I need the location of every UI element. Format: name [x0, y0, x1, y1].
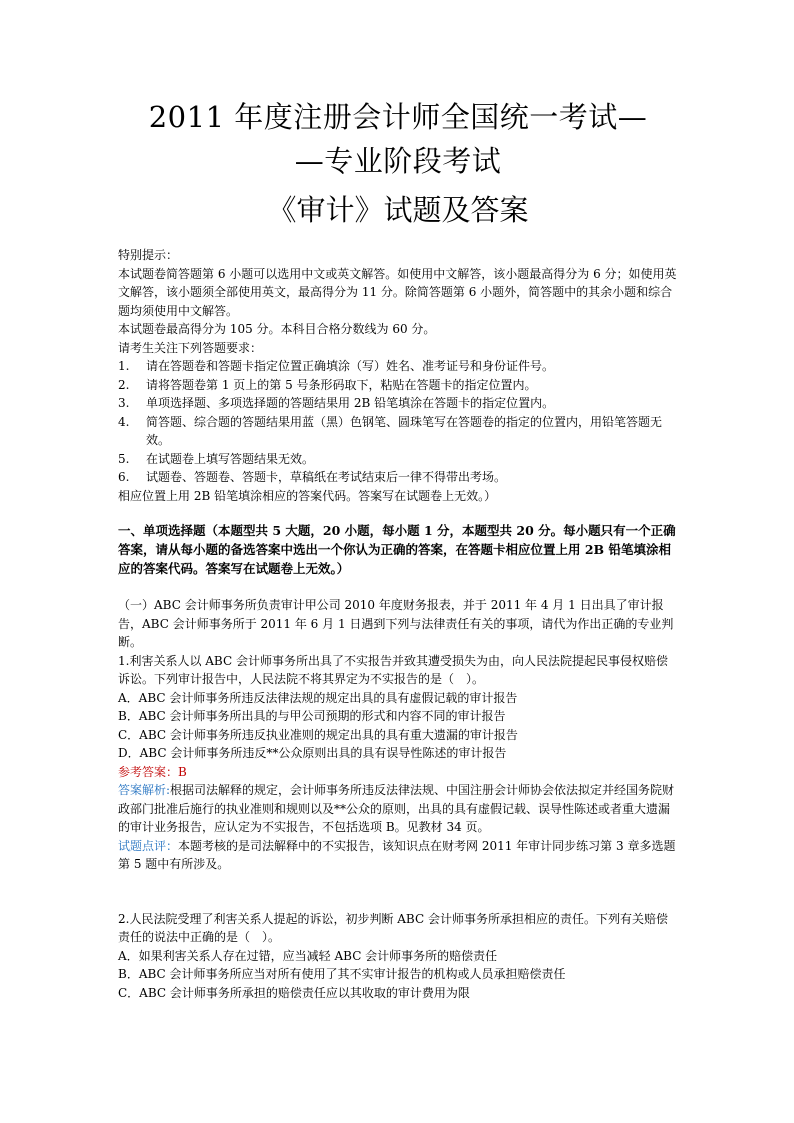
notice-paragraph-4: 相应位置上用 2B 铅笔填涂相应的答案代码。答案写在试题卷上无效。） [118, 488, 497, 503]
question-1-option-d: D．ABC 会计师事务所违反**公众原则出具的具有误导性陈述的审计报告 [118, 746, 507, 760]
list-item: 4. 简答题、综合题的答题结果用蓝（黑）色钢笔、圆珠笔写在答题卷的指定的位置内，用铅笔答题无效。 [118, 414, 663, 447]
document-page [118, 95, 678, 1002]
question-group-1 [118, 596, 678, 1002]
answer-analysis-text: 根据司法解释的规定，会计师事务所违反法律法规、中国注册会计师协会依法拟定并经国务院财政部门批准后施行的执业准则和规则以及**公众的原则，出具的具有虚假记载、误导性陈述或者重大遗漏的审计业务报告，应认定为不实报告，不包括选项 B。见教材 34 页。 [118, 783, 675, 834]
question-1-option-b: B．ABC 会计师事务所出具的与甲公司预期的形式和内容不同的审计报告 [118, 709, 506, 723]
question-2-option-b: B．ABC 会计师事务所应当对所有使用了其不实审计报告的机构或人员承担赔偿责任 [118, 967, 566, 981]
case-intro: （一）ABC 会计师事务所负责审计甲公司 2010 年度财务报表，并于 2011 年 4 月 1 日出具了审计报告，ABC 会计师事务所于 2011 年 6 月 1 日遇到下列与法律责任有关的事项，请代为作出正确的专业判断。 [118, 598, 674, 649]
answer-analysis [118, 781, 678, 837]
answer-analysis-label: 答案解析: [118, 783, 171, 797]
list-item: 6. 试题卷、答题卷、答题卡，草稿纸在考试结束后一律不得带出考场。 [118, 470, 507, 484]
question-comment-text: 本题考核的是司法解释中的不实报告，该知识点在财考网 2011 年审计同步练习第 3 章多选题第 5 题中有所涉及。 [118, 838, 676, 871]
notice-heading: 特别提示： [118, 248, 179, 262]
reference-answer-value: B [178, 764, 187, 779]
document-subtitle: 《审计》试题及答案 [267, 193, 529, 227]
question-1-option-c: C．ABC 会计师事务所违反执业准则的规定出具的具有重大遗漏的审计报告 [118, 727, 518, 742]
question-2-option-c: C．ABC 会计师事务所承担的赔偿责任应以其收取的审计费用为限 [118, 985, 470, 1000]
list-item: 2. 请将答题卷第 1 页上的第 5 号条形码取下，粘贴在答题卡的指定位置内。 [118, 377, 537, 392]
notice-paragraph-3: 请考生关注下列答题要求： [118, 340, 263, 355]
reference-answer [118, 763, 678, 782]
notice-block [118, 246, 678, 505]
reference-answer-label: 参考答案： [118, 764, 179, 779]
question-comment [118, 837, 678, 874]
section-1-heading: 一、单项选择题（本题型共 5 大题，20 小题，每小题 1 分，本题型共 20 分。每小题只有一个正确答案，请从每小题的备选答案中选出一个你认为正确的答案，在答题卡相应位置上用 2B 铅笔填涂相应的答案代码。答案写在试题卷上无效。） [118, 523, 676, 576]
question-1-stem: 1.利害关系人以 ABC 会计师事务所出具了不实报告并致其遭受损失为由，向人民法院提起民事侵权赔偿诉讼。下列审计报告中，人民法院不将其界定为不实报告的是（ ）。 [118, 653, 668, 686]
requirements-list [118, 357, 678, 487]
question-comment-label: 试题点评： [118, 838, 179, 853]
title-line-1: 2011 年度注册会计师全国统一考试— [148, 100, 648, 134]
notice-paragraph-1: 本试题卷简答题第 6 小题可以选用中文或英文解答。如使用中文解答，该小题最高得分为 6 分；如使用英文解答，该小题须全部使用英文，最高得分为 11 分。除简答题第 6 小题外，简答题中的其余小题和综合题均须使用中文解答。 [118, 266, 677, 318]
document-title [118, 95, 678, 183]
list-item: 5. 在试题卷上填写答题结果无效。 [118, 451, 315, 466]
question-2-option-a: A．如果利害关系人存在过错，应当减轻 ABC 会计师事务所的赔偿责任 [118, 948, 498, 963]
title-line-2: —专业阶段考试 [294, 144, 502, 178]
list-item: 3. 单项选择题、多项选择题的答题结果用 2B 铅笔填涂在答题卡的指定位置内。 [118, 396, 555, 410]
question-1-option-a: A．ABC 会计师事务所违反法律法规的规定出具的具有虚假记载的审计报告 [118, 690, 518, 705]
question-2-stem: 2.人民法院受理了利害关系人提起的诉讼，初步判断 ABC 会计师事务所承担相应的责任。下列有关赔偿责任的说法中正确的是（ ）。 [118, 911, 668, 944]
notice-paragraph-2: 本试题卷最高得分为 105 分。本科目合格分数线为 60 分。 [118, 322, 436, 336]
list-item: 1. 请在答题卷和答题卡指定位置正确填涂（写）姓名、准考证号和身份证件号。 [118, 359, 555, 373]
